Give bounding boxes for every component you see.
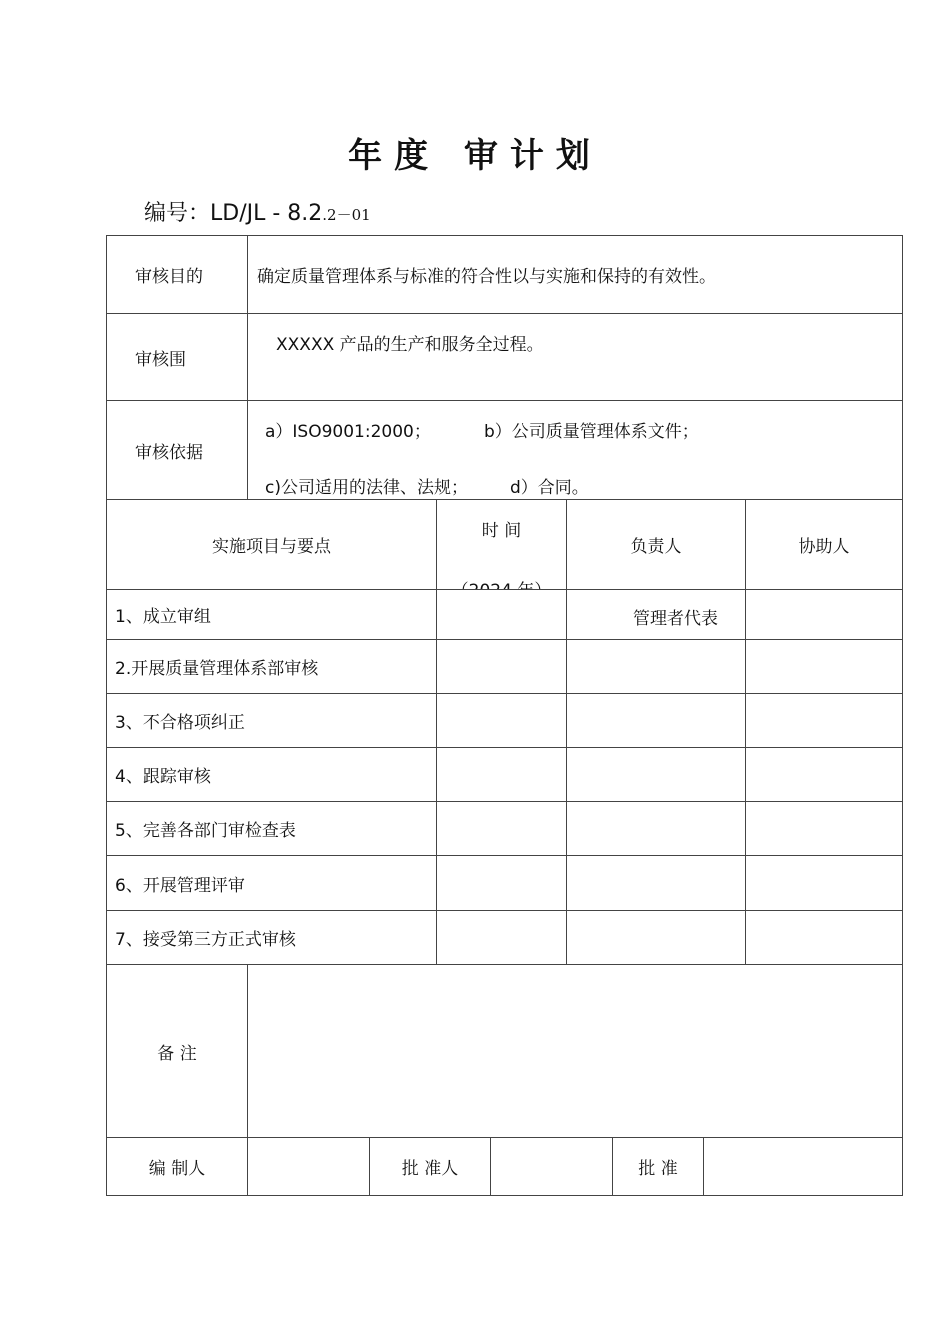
page-title: 年度 审计划	[348, 136, 602, 176]
row-5-time[interactable]	[436, 801, 567, 856]
header-time-label: 时 间	[481, 521, 522, 541]
purpose-text: 确定质量管理体系与标准的符合性以与实施和保持的有效性。	[257, 267, 716, 287]
purpose-cell	[247, 235, 903, 314]
prepared-by-label: 编 制人	[106, 1137, 248, 1196]
row-3-owner[interactable]	[566, 693, 746, 748]
document-code-prefix: 编号：LD/JL - 8.2	[144, 201, 323, 226]
purpose-label: 审核目的	[106, 235, 248, 314]
row-6-assistant[interactable]	[745, 855, 903, 911]
reviewed-by-label: 批 准人	[369, 1137, 491, 1196]
basis-item-a: a）ISO9001:2000；	[265, 422, 431, 442]
row-1-owner[interactable]	[566, 589, 746, 640]
row-1-owner-text: 管理者代表	[633, 609, 718, 629]
document-code-suffix: .2－01	[322, 206, 371, 224]
row-2-item: 2.开展质量管理体系部审核	[106, 639, 437, 694]
row-2-assistant[interactable]	[745, 639, 903, 694]
row-4-time[interactable]	[436, 747, 567, 802]
row-1-time[interactable]	[436, 589, 567, 640]
row-6-time[interactable]	[436, 855, 567, 911]
header-assistant: 协助人	[745, 499, 903, 590]
row-3-assistant[interactable]	[745, 693, 903, 748]
scope-label: 审核围	[106, 313, 248, 401]
header-owner: 负责人	[566, 499, 746, 590]
remark-label: 备 注	[106, 964, 248, 1138]
document-code	[144, 196, 371, 227]
basis-item-b: b）公司质量管理体系文件；	[484, 422, 699, 442]
row-2-owner[interactable]	[566, 639, 746, 694]
row-4-item: 4、跟踪审核	[106, 747, 437, 802]
row-7-time[interactable]	[436, 910, 567, 965]
basis-label: 审核依据	[106, 400, 248, 500]
row-1-assistant[interactable]	[745, 589, 903, 640]
header-item: 实施项目与要点	[106, 499, 437, 590]
row-1-item: 1、成立审组	[106, 589, 437, 640]
row-7-assistant[interactable]	[745, 910, 903, 965]
approved-by-label: 批 准	[612, 1137, 704, 1196]
prepared-by-field[interactable]	[247, 1137, 370, 1196]
basis-cell	[247, 400, 903, 500]
header-time	[436, 499, 567, 590]
basis-item-c: c)公司适用的法律、法规；	[265, 478, 468, 498]
row-3-time[interactable]	[436, 693, 567, 748]
row-4-owner[interactable]	[566, 747, 746, 802]
row-6-owner[interactable]	[566, 855, 746, 911]
row-2-time[interactable]	[436, 639, 567, 694]
remark-field[interactable]	[247, 964, 903, 1138]
scope-cell	[247, 313, 903, 401]
row-5-item: 5、完善各部门审检查表	[106, 801, 437, 856]
approved-by-field[interactable]	[703, 1137, 903, 1196]
row-5-assistant[interactable]	[745, 801, 903, 856]
row-3-item: 3、不合格项纠正	[106, 693, 437, 748]
row-6-item: 6、开展管理评审	[106, 855, 437, 911]
row-7-owner[interactable]	[566, 910, 746, 965]
row-4-assistant[interactable]	[745, 747, 903, 802]
row-5-owner[interactable]	[566, 801, 746, 856]
basis-item-d: d）合同。	[510, 478, 589, 498]
scope-text: XXXXX 产品的生产和服务全过程。	[276, 335, 544, 355]
reviewed-by-field[interactable]	[490, 1137, 613, 1196]
row-7-item: 7、接受第三方正式审核	[106, 910, 437, 965]
